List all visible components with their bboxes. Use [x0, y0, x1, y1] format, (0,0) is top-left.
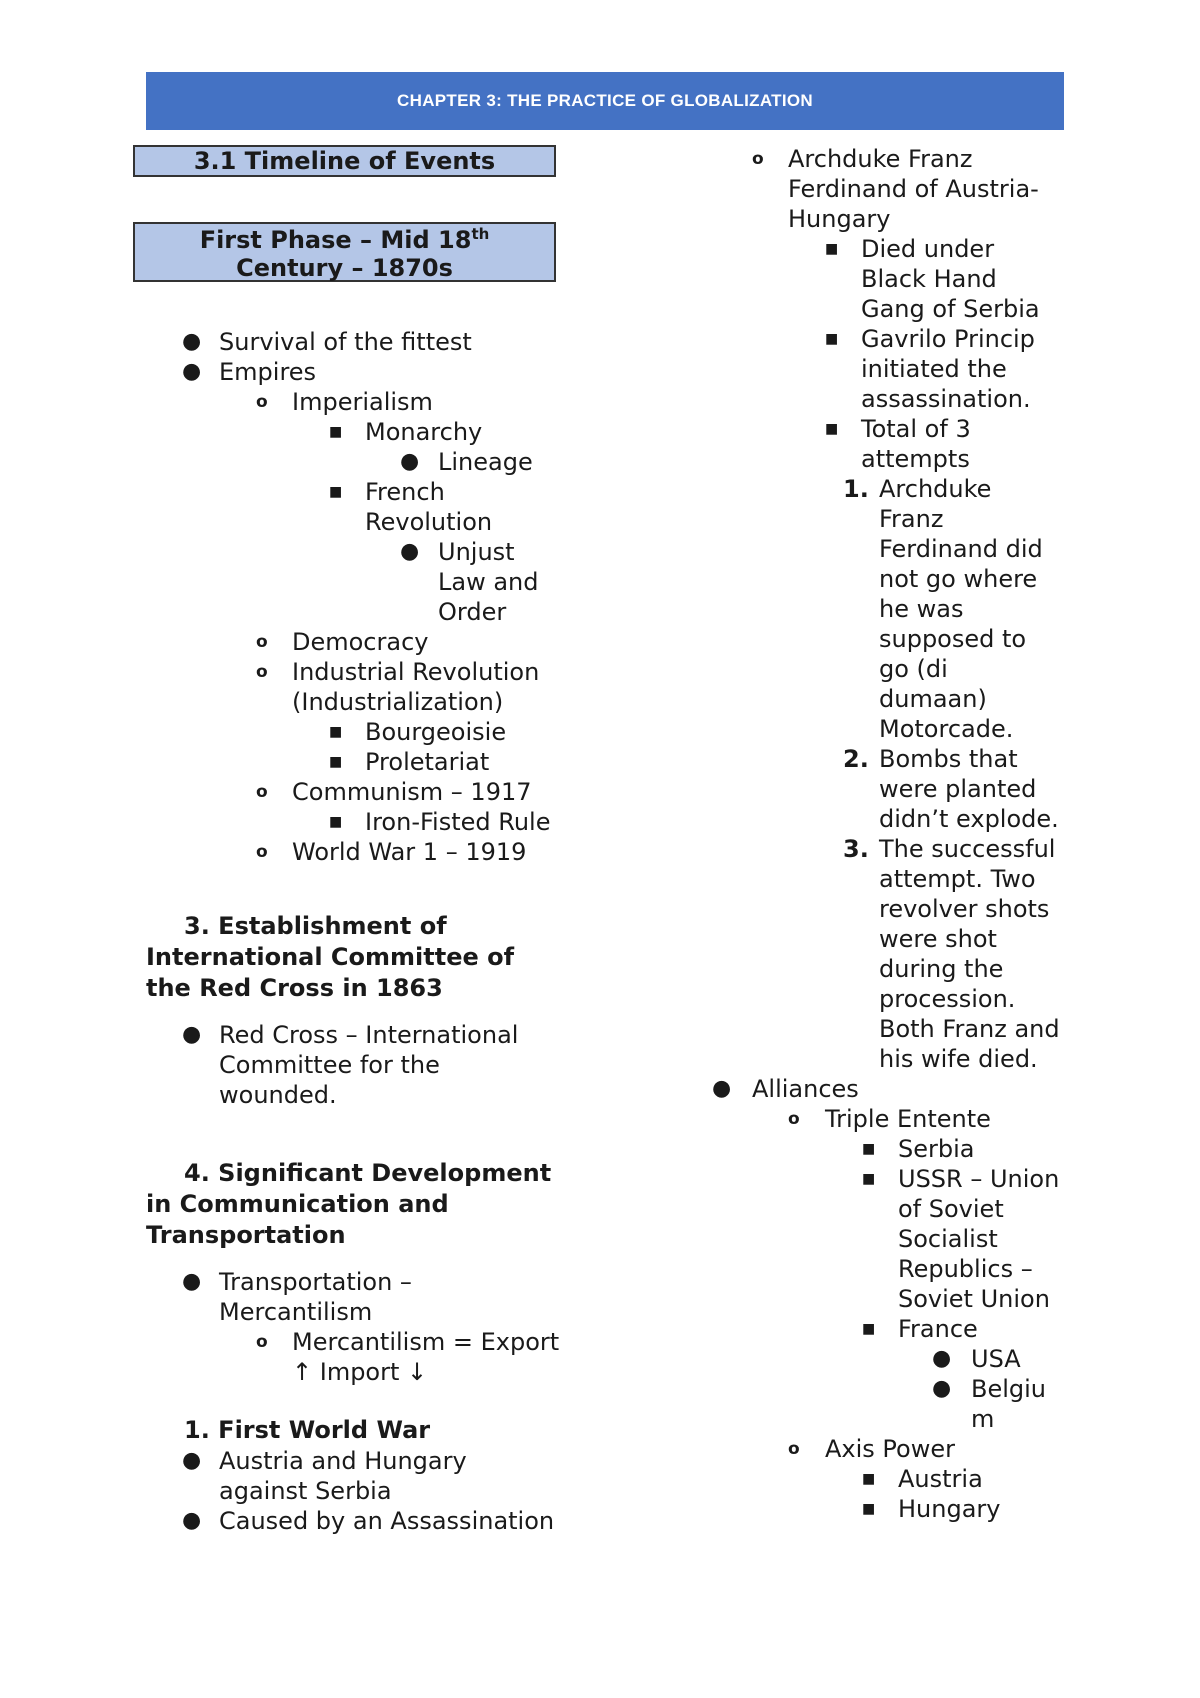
list-item-text: Archduke — [879, 475, 992, 503]
list-item-text: Survival of the fittest — [219, 328, 472, 356]
bullet-icon: ● — [182, 1448, 202, 1473]
square-bullet-icon: ■ — [329, 814, 343, 830]
list-item-text: Triple Entente — [825, 1105, 991, 1133]
square-bullet-icon: ■ — [862, 1321, 876, 1337]
list-item-text: his wife died. — [879, 1045, 1038, 1073]
bullet-icon: ● — [182, 329, 202, 354]
list-item-text: wounded. — [219, 1081, 337, 1109]
numbered-item — [700, 474, 1090, 744]
list-item-text: French — [365, 478, 445, 506]
square-bullet-icon: ■ — [862, 1141, 876, 1157]
circle-bullet-icon: o — [256, 842, 268, 862]
list-item-text: Transportation – — [219, 1268, 412, 1296]
list-item-text: m — [971, 1405, 995, 1433]
list-item — [146, 717, 586, 747]
list-item-text: of Soviet — [898, 1195, 1004, 1223]
list-item-text: Axis Power — [825, 1435, 955, 1463]
list-item-text: Motorcade. — [879, 715, 1014, 743]
list-item-text: Communism – 1917 — [292, 778, 532, 806]
bullet-icon: ● — [400, 539, 420, 564]
first-phase-text: First Phase – Mid 18 — [199, 226, 472, 254]
list-item-text: were shot — [879, 925, 997, 953]
list-item-text: Order — [438, 598, 507, 626]
list-item — [700, 1374, 1090, 1434]
list-item-text: Bourgeoisie — [365, 718, 507, 746]
list-item-text: Soviet Union — [898, 1285, 1050, 1313]
list-item — [146, 777, 586, 807]
timeline-heading-text: 3.1 Timeline of Events — [193, 147, 496, 175]
list-item — [146, 807, 586, 837]
list-number: 3. — [843, 835, 869, 863]
list-item — [146, 747, 586, 777]
list-item-text: not go where — [879, 565, 1038, 593]
circle-bullet-icon: o — [256, 662, 268, 682]
left-column — [146, 327, 586, 1536]
list-item — [146, 477, 586, 537]
section-heading-first-world-war — [146, 1415, 586, 1446]
list-item-text: Austria and Hungary — [219, 1447, 467, 1475]
square-bullet-icon: ■ — [825, 331, 839, 347]
bullet-icon: ● — [400, 449, 420, 474]
bullet-icon: ● — [182, 1269, 202, 1294]
list-item-text: Gavrilo Princip — [861, 325, 1035, 353]
square-bullet-icon: ■ — [862, 1501, 876, 1517]
list-item-text: Democracy — [292, 628, 429, 656]
list-item — [146, 417, 586, 447]
square-bullet-icon: ■ — [862, 1471, 876, 1487]
numbered-item — [700, 834, 1090, 1074]
list-item — [700, 1464, 1090, 1494]
list-item-text: (Industrialization) — [292, 688, 504, 716]
list-item-text: during the — [879, 955, 1004, 983]
list-item-text: supposed to — [879, 625, 1027, 653]
chapter-header — [146, 72, 1064, 130]
list-item-text: Republics – — [898, 1255, 1033, 1283]
list-item-text: Belgiu — [971, 1375, 1047, 1403]
list-item-text: Iron-Fisted Rule — [365, 808, 551, 836]
list-number: 1. — [843, 475, 869, 503]
section-heading-communication — [146, 1158, 586, 1251]
list-item — [146, 1267, 586, 1327]
list-item-text: Revolution — [365, 508, 493, 536]
right-column — [700, 144, 1090, 1524]
heading-line: International Committee of — [146, 943, 515, 971]
list-number: 2. — [843, 745, 869, 773]
square-bullet-icon: ■ — [825, 421, 839, 437]
circle-bullet-icon: o — [256, 1332, 268, 1352]
list-item — [146, 1327, 586, 1387]
list-item — [146, 447, 586, 477]
heading-line: 3. Establishment of — [184, 912, 447, 940]
bullet-icon: ● — [182, 359, 202, 384]
bullet-icon: ● — [932, 1376, 952, 1401]
circle-bullet-icon: o — [752, 149, 764, 169]
list-item — [146, 387, 586, 417]
timeline-heading — [133, 145, 556, 177]
list-item-text: Gang of Serbia — [861, 295, 1040, 323]
heading-line: the Red Cross in 1863 — [146, 974, 443, 1002]
list-item — [146, 837, 586, 867]
list-item-text: Caused by an Assassination — [219, 1507, 555, 1535]
list-item — [700, 234, 1090, 324]
chapter-title: CHAPTER 3: THE PRACTICE OF GLOBALIZATION — [397, 91, 813, 110]
circle-bullet-icon: o — [256, 392, 268, 412]
list-item — [700, 1494, 1090, 1524]
list-item-text: Unjust — [438, 538, 515, 566]
heading-line: in Communication and — [146, 1190, 449, 1218]
bullet-icon: ● — [182, 1022, 202, 1047]
heading-line: Transportation — [146, 1221, 346, 1249]
list-item — [146, 1506, 586, 1536]
list-item-text: ↑ Import ↓ — [292, 1358, 428, 1386]
list-item — [146, 657, 586, 717]
list-item-text: Law and — [438, 568, 539, 596]
list-item — [700, 1104, 1090, 1134]
list-item — [146, 1020, 586, 1110]
list-item-text: go (di — [879, 655, 948, 683]
bullet-icon: ● — [932, 1346, 952, 1371]
list-item-text: Franz — [879, 505, 944, 533]
list-item — [146, 537, 586, 627]
list-item-text: Ferdinand of Austria- — [788, 175, 1039, 203]
list-item — [700, 324, 1090, 414]
list-item-text: didn’t explode. — [879, 805, 1059, 833]
list-item — [146, 627, 586, 657]
list-item-text: Monarchy — [365, 418, 483, 446]
list-item-text: procession. — [879, 985, 1016, 1013]
circle-bullet-icon: o — [788, 1439, 800, 1459]
first-phase-heading — [133, 222, 556, 282]
heading-line: 4. Significant Development — [184, 1159, 552, 1187]
section-heading-red-cross — [146, 911, 586, 1004]
list-item-text: revolver shots — [879, 895, 1050, 923]
list-item-text: France — [898, 1315, 978, 1343]
list-item — [146, 1446, 586, 1506]
list-item-text: Ferdinand did — [879, 535, 1043, 563]
list-item — [146, 357, 586, 387]
list-item-text: against Serbia — [219, 1477, 392, 1505]
square-bullet-icon: ■ — [329, 484, 343, 500]
circle-bullet-icon: o — [256, 782, 268, 802]
list-item — [700, 414, 1090, 474]
list-item-text: assassination. — [861, 385, 1031, 413]
list-item-text: Hungary — [788, 205, 891, 233]
list-item-text: Empires — [219, 358, 317, 386]
list-item-text: Lineage — [438, 448, 533, 476]
numbered-item — [700, 744, 1090, 834]
list-item-text: attempts — [861, 445, 970, 473]
list-item-text: Bombs that — [879, 745, 1018, 773]
list-item-text: The successful — [879, 835, 1056, 863]
list-item-text: Died under — [861, 235, 995, 263]
heading-line: 1. First World War — [184, 1416, 431, 1444]
circle-bullet-icon: o — [256, 632, 268, 652]
list-item-text: Austria — [898, 1465, 983, 1493]
list-item — [700, 1074, 1090, 1104]
list-item-text: Socialist — [898, 1225, 998, 1253]
list-item-text: Red Cross – International — [219, 1021, 519, 1049]
list-item-text: USSR – Union — [898, 1165, 1060, 1193]
list-item-text: Total of 3 — [861, 415, 971, 443]
list-item-text: Both Franz and — [879, 1015, 1060, 1043]
list-item-text: Industrial Revolution — [292, 658, 540, 686]
list-item-text: Committee for the — [219, 1051, 440, 1079]
list-item — [700, 144, 1090, 234]
list-item-text: Archduke Franz — [788, 145, 973, 173]
square-bullet-icon: ■ — [329, 754, 343, 770]
list-item — [700, 1434, 1090, 1464]
bullet-icon: ● — [712, 1076, 732, 1101]
bullet-icon: ● — [182, 1508, 202, 1533]
list-item — [700, 1164, 1090, 1314]
list-item-text: World War 1 – 1919 — [292, 838, 527, 866]
list-item — [700, 1134, 1090, 1164]
list-item — [146, 327, 586, 357]
first-phase-text2: Century – 1870s — [236, 254, 453, 282]
list-item-text: Serbia — [898, 1135, 975, 1163]
square-bullet-icon: ■ — [862, 1171, 876, 1187]
list-item-text: Hungary — [898, 1495, 1001, 1523]
square-bullet-icon: ■ — [329, 424, 343, 440]
list-item — [700, 1344, 1090, 1374]
list-item-text: were planted — [879, 775, 1037, 803]
square-bullet-icon: ■ — [825, 241, 839, 257]
list-item-text: attempt. Two — [879, 865, 1036, 893]
list-item-text: initiated the — [861, 355, 1007, 383]
list-item-text: Proletariat — [365, 748, 490, 776]
list-item-text: dumaan) — [879, 685, 987, 713]
list-item-text: he was — [879, 595, 964, 623]
list-item-text: USA — [971, 1345, 1021, 1373]
circle-bullet-icon: o — [788, 1109, 800, 1129]
list-item-text: Black Hand — [861, 265, 997, 293]
list-item-text: Mercantilism — [219, 1298, 373, 1326]
first-phase-sup: th — [471, 225, 490, 243]
list-item — [700, 1314, 1090, 1344]
list-item-text: Mercantilism = Export — [292, 1328, 560, 1356]
list-item-text: Imperialism — [292, 388, 433, 416]
square-bullet-icon: ■ — [329, 724, 343, 740]
list-item-text: Alliances — [752, 1075, 859, 1103]
